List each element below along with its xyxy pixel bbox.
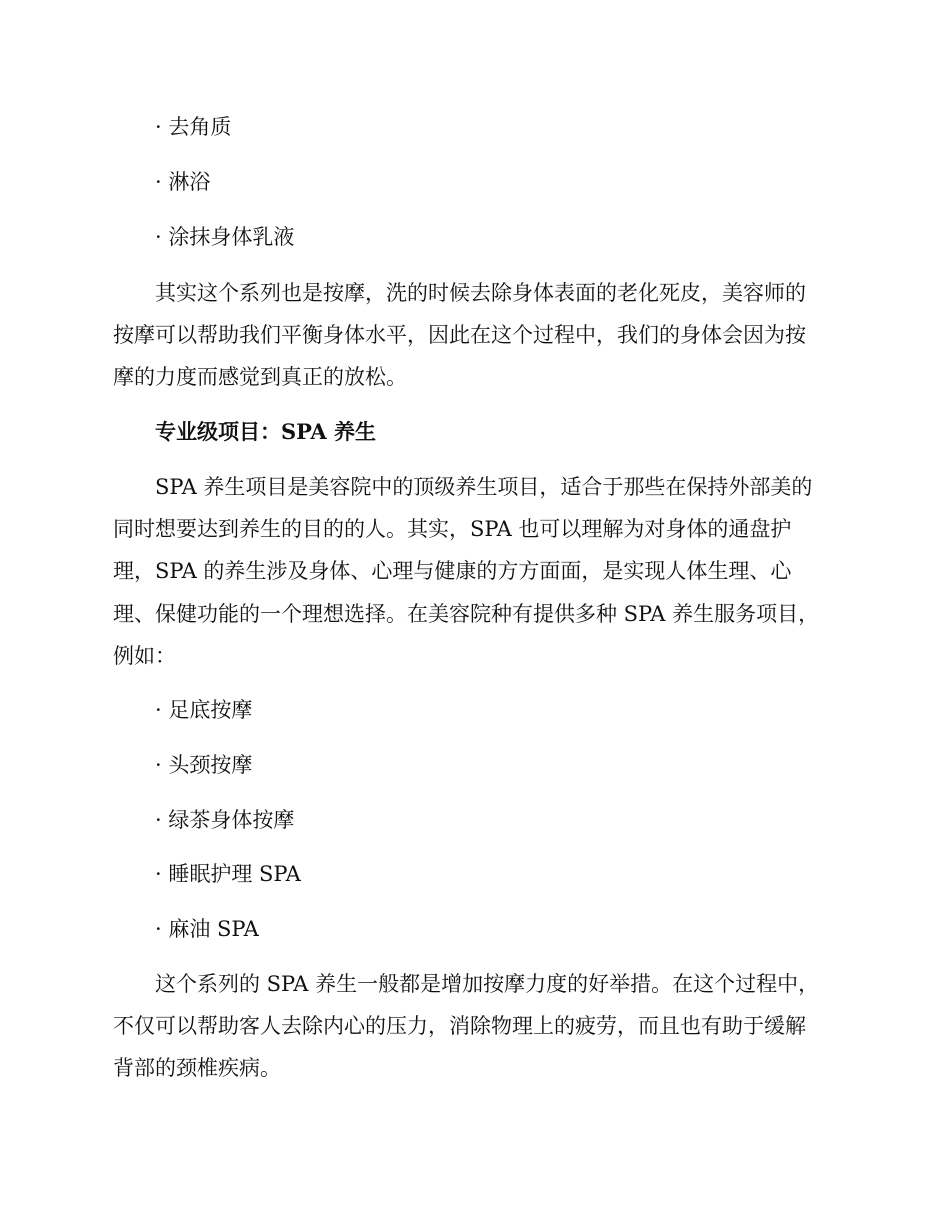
paragraph-line: 这个系列的 SPA 养生一般都是增加按摩力度的好举措。在这个过程中， — [155, 972, 820, 996]
paragraph-line: 不仅可以帮助客人去除内心的压力，消除物理上的疲劳，而且也有助于缓解 — [113, 1014, 806, 1038]
paragraph-line: 理，SPA 的养生涉及身体、心理与健康的方方面面，是实现人体生理、心 — [113, 559, 792, 583]
list-item: · 麻油 SPA — [155, 917, 259, 941]
list-item: · 去角质 — [155, 115, 232, 139]
paragraph-line: 摩的力度而感觉到真正的放松。 — [113, 365, 407, 389]
list-item: · 头颈按摩 — [155, 753, 253, 777]
list-item: · 涂抹身体乳液 — [155, 225, 295, 249]
paragraph-line: 按摩可以帮助我们平衡身体水平，因此在这个过程中，我们的身体会因为按 — [113, 323, 806, 347]
section-heading: 专业级项目：SPA 养生 — [155, 419, 377, 444]
paragraph-line: 背部的颈椎疾病。 — [113, 1056, 281, 1080]
paragraph-line: SPA 养生项目是美容院中的顶级养生项目，适合于那些在保持外部美的 — [155, 475, 813, 499]
paragraph-line: 其实这个系列也是按摩，洗的时候去除身体表面的老化死皮，美容师的 — [155, 281, 806, 305]
paragraph-line: 同时想要达到养生的目的的人。其实，SPA 也可以理解为对身体的通盘护 — [113, 517, 792, 541]
list-item: · 睡眠护理 SPA — [155, 862, 301, 886]
list-item: · 淋浴 — [155, 170, 211, 194]
list-item: · 足底按摩 — [155, 698, 253, 722]
list-item: · 绿茶身体按摩 — [155, 808, 295, 832]
paragraph-line: 例如： — [113, 644, 176, 668]
paragraph-line: 理、保健功能的一个理想选择。在美容院种有提供多种 SPA 养生服务项目， — [113, 602, 820, 626]
